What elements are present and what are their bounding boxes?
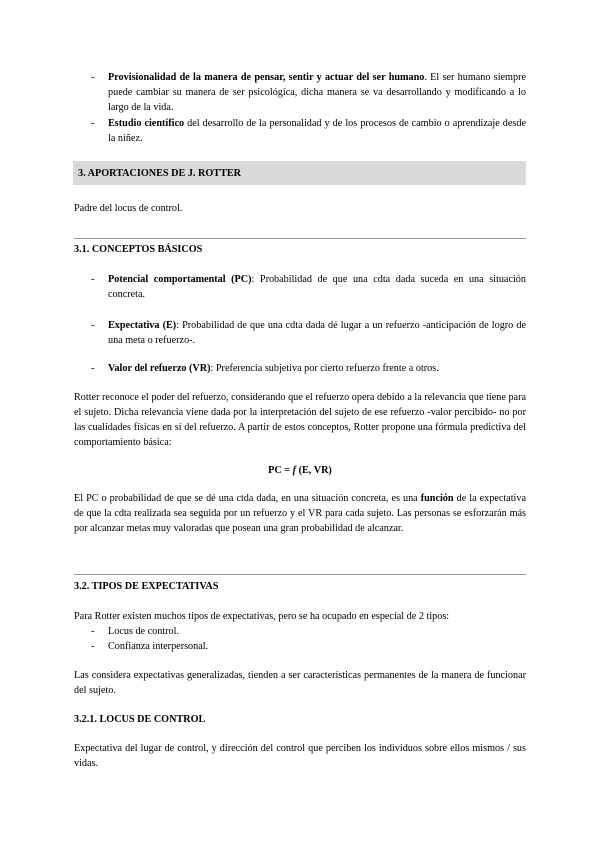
section-3-1-heading: 3.1. CONCEPTOS BÁSICOS: [74, 244, 203, 255]
item-text: : Preferencia subjetiva por cierto refuerzo frente a otros.: [210, 363, 439, 374]
item-text: del desarrollo de la personalidad y de los procesos de cambio o aprendizaje desde la niñez.: [108, 118, 526, 144]
section-3-2-intro: Para Rotter existen muchos tipos de expectativas, pero se ha ocupado en especial de 2 tipos:: [74, 611, 450, 622]
list-item: Locus de control.: [108, 626, 180, 637]
divider: [74, 574, 526, 575]
list-item: [108, 318, 526, 348]
bullet-marker: -: [91, 626, 95, 637]
formula-lhs: PC =: [268, 465, 293, 476]
paragraph-bold: función: [420, 493, 454, 504]
section-3-2-1-heading: 3.2.1. LOCUS DE CONTROL: [74, 714, 206, 725]
bullet-marker: -: [91, 72, 95, 83]
item-term: Potencial comportamental (PC): [108, 274, 252, 285]
item-term: Expectativa (E): [108, 320, 177, 331]
section-3-2-heading: 3.2. TIPOS DE EXPECTATIVAS: [74, 581, 219, 592]
paragraph: Expectativa del lugar de control, y dirección del control que perciben los individuos sobre ellos mismos / sus vidas.: [74, 743, 526, 769]
divider: [74, 238, 526, 239]
item-title: Provisionalidad de la manera de pensar, sentir y actuar del ser humano: [108, 72, 425, 83]
list-item: Confianza interpersonal.: [108, 641, 209, 652]
bullet-marker: -: [91, 274, 95, 285]
section-heading-box: [73, 161, 526, 185]
paragraph-text: El PC o probabilidad de que se dé una ctda dada, en una situación concreta, es una: [74, 493, 421, 504]
bullet-marker: -: [91, 363, 95, 374]
paragraph: Las considera expectativas generalizadas, tienden a ser características permanentes de la manera de funcionar del sujeto.: [74, 670, 526, 696]
list-item: [108, 272, 526, 302]
list-item: [108, 70, 526, 115]
formula-function: f: [292, 465, 297, 476]
paragraph: [74, 491, 526, 536]
item-text: : Probabilidad de que una cdta dada suceda en una situación concreta.: [108, 274, 526, 300]
bullet-marker: -: [91, 118, 95, 129]
item-text: : Probabilidad de que una cdta dada dé lugar a un refuerzo -anticipación de logro de una meta o refuerzo-.: [108, 320, 526, 346]
paragraph-text: de la expectativa de que la cdta realizada sea seguida por un refuerzo y el VR para cada sujeto. Las personas se esforzarán más por alcanzar metas muy valoradas que posean una gran probabilidad de alcanzar.: [74, 493, 526, 534]
paragraph: Rotter reconoce el poder del refuerzo, considerando que el refuerzo opera debido a la relevancia que tiene para el sujeto. Dicha relevancia viene dada por la interpretación del sujeto de ese refuerzo -valor percibido- no por las cualidades físicas en sí del refuerzo. A partir de estos conceptos, Rotter propone una fórmula predictiva del comportamiento básica:: [74, 392, 526, 448]
list-item: [108, 361, 526, 376]
bullet-marker: -: [91, 320, 95, 331]
section-3-heading: 3. APORTACIONES DE J. ROTTER: [78, 168, 242, 179]
item-title: Estudio científico: [108, 118, 185, 129]
list-item: [108, 116, 526, 146]
item-text: . El ser humano siempre puede cambiar su manera de ser psicológica, dicha manera se va desarrollando y modificando a lo largo de la vida.: [108, 72, 526, 113]
item-term: Valor del refuerzo (VR): [108, 363, 211, 374]
formula: [0, 463, 600, 478]
bullet-marker: -: [91, 641, 95, 652]
formula-rhs: (E, VR): [296, 465, 332, 476]
section-3-intro: Padre del locus de control.: [74, 203, 183, 214]
